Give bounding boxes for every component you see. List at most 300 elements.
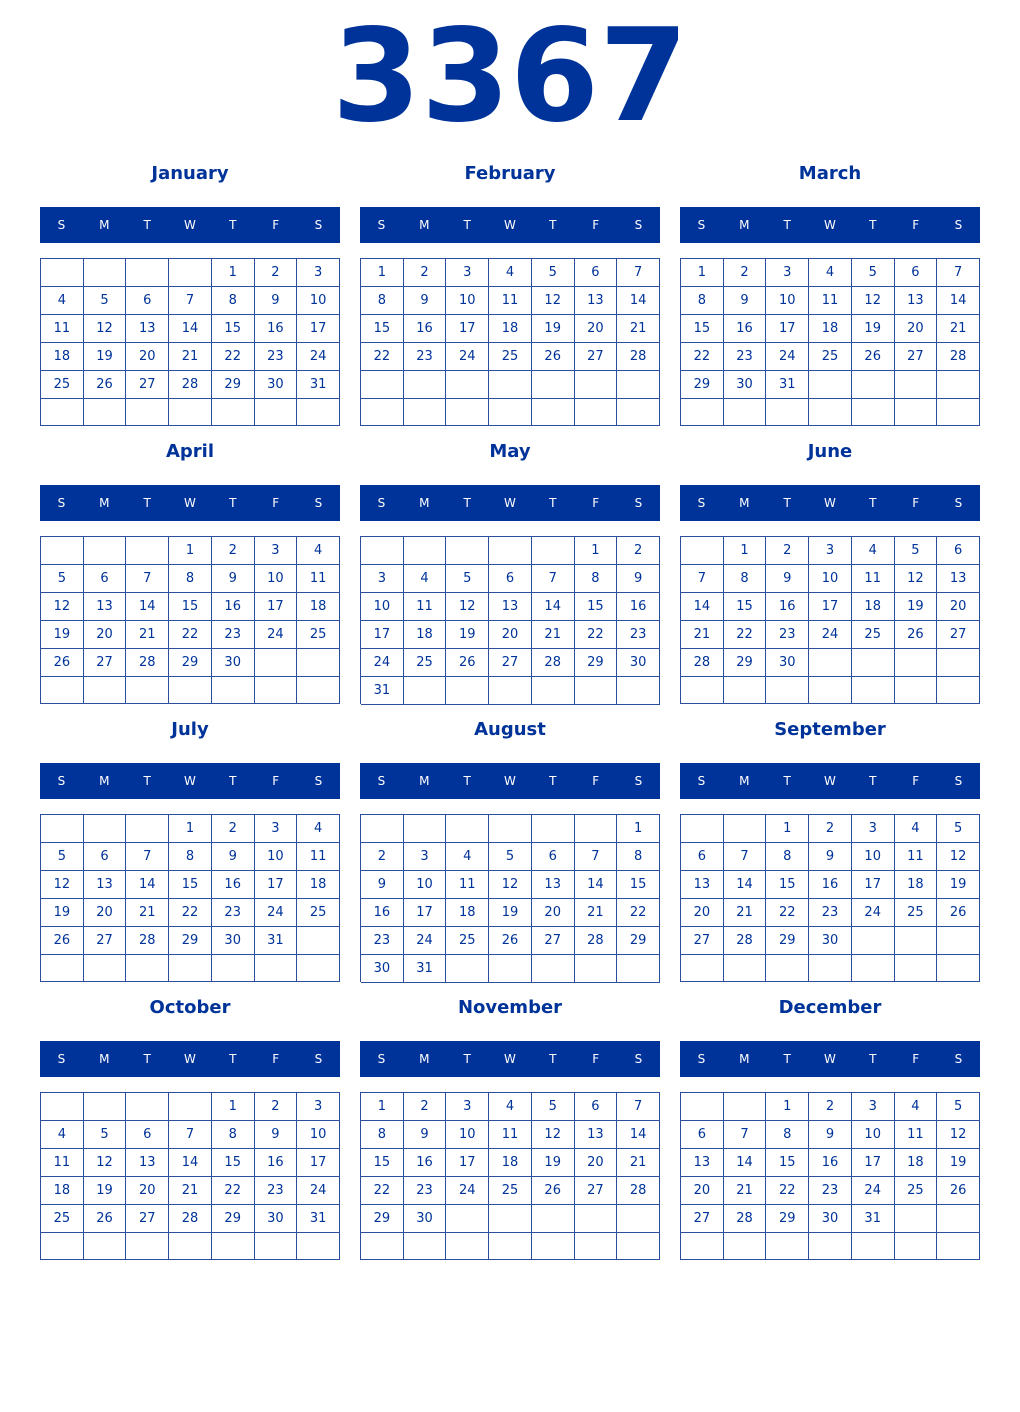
empty-day-cell <box>212 955 255 982</box>
day-cell: 23 <box>766 621 809 649</box>
day-cell: 1 <box>169 537 212 565</box>
day-cell: 3 <box>766 259 809 287</box>
day-cell: 8 <box>575 565 618 593</box>
day-cell: 4 <box>489 1093 532 1121</box>
day-cell: 16 <box>766 593 809 621</box>
empty-day-cell <box>446 371 489 399</box>
day-cell: 11 <box>852 565 895 593</box>
day-cell: 7 <box>126 565 169 593</box>
empty-day-cell <box>84 1233 127 1260</box>
weekday-label: T <box>869 496 877 510</box>
empty-day-cell <box>84 815 127 843</box>
day-cell: 15 <box>766 871 809 899</box>
day-cell: 10 <box>852 843 895 871</box>
weekday-label: S <box>954 218 963 232</box>
day-cell: 7 <box>681 565 724 593</box>
empty-day-cell <box>681 537 724 565</box>
weekday-label: F <box>912 218 920 232</box>
empty-day-cell <box>809 955 852 982</box>
day-cell: 15 <box>212 315 255 343</box>
empty-day-cell <box>617 399 660 427</box>
weekday-header <box>680 207 980 243</box>
empty-day-cell <box>446 815 489 843</box>
day-cell: 12 <box>41 871 84 899</box>
day-cell: 28 <box>681 649 724 677</box>
day-cell: 20 <box>84 899 127 927</box>
day-cell: 10 <box>404 871 447 899</box>
day-cell: 9 <box>404 1121 447 1149</box>
day-cell: 5 <box>532 259 575 287</box>
day-cell: 2 <box>809 815 852 843</box>
day-cell: 19 <box>84 343 127 371</box>
empty-day-cell <box>532 1233 575 1260</box>
day-cell: 6 <box>489 565 532 593</box>
day-cell: 11 <box>446 871 489 899</box>
day-cell: 24 <box>255 899 298 927</box>
day-cell: 14 <box>126 871 169 899</box>
empty-day-cell <box>809 399 852 426</box>
day-cell: 17 <box>766 315 809 343</box>
day-cell: 6 <box>84 565 127 593</box>
day-cell: 19 <box>532 1149 575 1177</box>
day-cell: 5 <box>41 565 84 593</box>
day-cell: 7 <box>532 565 575 593</box>
day-cell: 8 <box>361 1121 404 1149</box>
day-cell: 21 <box>575 899 618 927</box>
day-cell: 20 <box>126 343 169 371</box>
day-cell: 26 <box>84 1205 127 1233</box>
day-cell: 12 <box>937 843 980 871</box>
day-cell: 4 <box>489 259 532 287</box>
weekday-label: F <box>912 1052 920 1066</box>
day-cell: 4 <box>809 259 852 287</box>
day-cell: 8 <box>724 565 767 593</box>
day-cell: 22 <box>617 899 660 927</box>
day-cell: 27 <box>575 1177 618 1205</box>
empty-day-cell <box>489 537 532 565</box>
day-cell: 9 <box>809 1121 852 1149</box>
empty-day-cell <box>489 815 532 843</box>
day-cell: 1 <box>681 259 724 287</box>
day-cell: 26 <box>532 343 575 371</box>
empty-day-cell <box>852 955 895 982</box>
day-cell: 2 <box>255 1093 298 1121</box>
weekday-header <box>40 485 340 521</box>
month-name: April <box>165 441 215 462</box>
empty-day-cell <box>895 955 938 982</box>
day-cell: 29 <box>169 927 212 955</box>
day-cell: 5 <box>852 259 895 287</box>
day-cell: 16 <box>361 899 404 927</box>
day-cell: 17 <box>404 899 447 927</box>
day-cell: 16 <box>617 593 660 621</box>
day-cell: 1 <box>212 259 255 287</box>
day-cell: 9 <box>212 565 255 593</box>
day-cell: 22 <box>361 343 404 371</box>
empty-day-cell <box>41 1093 84 1121</box>
weekday-label: M <box>419 496 430 510</box>
day-cell: 13 <box>532 871 575 899</box>
day-cell: 24 <box>809 621 852 649</box>
month-name: November <box>457 997 563 1018</box>
day-cell: 13 <box>681 1149 724 1177</box>
day-cell: 7 <box>724 843 767 871</box>
day-cell: 18 <box>404 621 447 649</box>
weekday-header <box>40 207 340 243</box>
day-cell: 31 <box>255 927 298 955</box>
day-cell: 6 <box>126 287 169 315</box>
day-cell: 21 <box>681 621 724 649</box>
day-cell: 23 <box>255 1177 298 1205</box>
weekday-label: F <box>592 1052 600 1066</box>
day-cell: 25 <box>489 343 532 371</box>
day-cell: 25 <box>297 621 340 649</box>
weekday-label: T <box>463 496 471 510</box>
day-cell: 8 <box>766 843 809 871</box>
weekday-header <box>680 485 980 521</box>
month-name: October <box>149 997 231 1018</box>
day-cell: 17 <box>809 593 852 621</box>
day-cell: 21 <box>724 1177 767 1205</box>
day-cell: 20 <box>126 1177 169 1205</box>
day-cell: 10 <box>361 593 404 621</box>
weekday-label: S <box>697 774 706 788</box>
day-cell: 1 <box>766 1093 809 1121</box>
empty-day-cell <box>297 955 340 982</box>
empty-day-cell <box>169 677 212 704</box>
empty-day-cell <box>852 1233 895 1260</box>
day-cell: 20 <box>575 1149 618 1177</box>
weekday-label: T <box>783 218 791 232</box>
empty-day-cell <box>84 955 127 982</box>
month-april <box>40 440 340 710</box>
day-cell: 25 <box>809 343 852 371</box>
day-cell: 12 <box>489 871 532 899</box>
day-cell: 15 <box>575 593 618 621</box>
empty-day-cell <box>895 927 938 955</box>
weekday-label: F <box>272 774 280 788</box>
day-cell: 8 <box>212 1121 255 1149</box>
day-cell: 4 <box>297 815 340 843</box>
empty-day-cell <box>446 677 489 705</box>
empty-day-cell <box>84 677 127 704</box>
day-cell: 7 <box>169 1121 212 1149</box>
empty-day-cell <box>937 399 980 426</box>
day-cell: 25 <box>404 649 447 677</box>
weekday-label: S <box>634 218 643 232</box>
day-grid <box>40 536 340 704</box>
day-cell: 25 <box>297 899 340 927</box>
empty-day-cell <box>489 1233 532 1260</box>
weekday-label: T <box>549 774 557 788</box>
weekday-label: S <box>57 1052 66 1066</box>
weekday-label: T <box>783 1052 791 1066</box>
day-cell: 23 <box>617 621 660 649</box>
day-cell: 13 <box>937 565 980 593</box>
day-cell: 18 <box>297 593 340 621</box>
day-cell: 13 <box>126 1149 169 1177</box>
empty-day-cell <box>617 371 660 399</box>
day-cell: 18 <box>41 343 84 371</box>
day-cell: 22 <box>575 621 618 649</box>
empty-day-cell <box>126 259 169 287</box>
day-cell: 3 <box>446 1093 489 1121</box>
empty-day-cell <box>41 815 84 843</box>
day-cell: 17 <box>297 1149 340 1177</box>
weekday-label: W <box>184 774 196 788</box>
empty-day-cell <box>895 371 938 399</box>
day-cell: 23 <box>404 343 447 371</box>
day-cell: 8 <box>617 843 660 871</box>
day-cell: 17 <box>255 871 298 899</box>
empty-day-cell <box>575 677 618 705</box>
day-cell: 27 <box>681 1205 724 1233</box>
day-cell: 11 <box>41 1149 84 1177</box>
day-cell: 10 <box>255 565 298 593</box>
weekday-label: T <box>783 496 791 510</box>
empty-day-cell <box>361 815 404 843</box>
day-cell: 12 <box>895 565 938 593</box>
day-cell: 30 <box>255 371 298 399</box>
day-cell: 9 <box>617 565 660 593</box>
weekday-header <box>360 485 660 521</box>
day-cell: 10 <box>852 1121 895 1149</box>
day-cell: 4 <box>41 1121 84 1149</box>
empty-day-cell <box>575 955 618 983</box>
weekday-header <box>680 763 980 799</box>
weekday-label: T <box>869 218 877 232</box>
empty-day-cell <box>617 1205 660 1233</box>
empty-day-cell <box>617 955 660 983</box>
day-cell: 20 <box>681 899 724 927</box>
empty-day-cell <box>255 1233 298 1260</box>
empty-day-cell <box>724 677 767 704</box>
empty-day-cell <box>255 677 298 704</box>
day-cell: 14 <box>617 1121 660 1149</box>
weekday-label: F <box>592 218 600 232</box>
day-cell: 21 <box>617 315 660 343</box>
day-cell: 19 <box>852 315 895 343</box>
day-cell: 24 <box>446 1177 489 1205</box>
empty-day-cell <box>489 677 532 705</box>
day-cell: 31 <box>297 371 340 399</box>
empty-day-cell <box>126 1233 169 1260</box>
day-cell: 20 <box>681 1177 724 1205</box>
day-cell: 17 <box>852 1149 895 1177</box>
day-cell: 29 <box>575 649 618 677</box>
weekday-label: S <box>954 496 963 510</box>
day-cell: 23 <box>809 1177 852 1205</box>
day-cell: 15 <box>681 315 724 343</box>
day-cell: 14 <box>532 593 575 621</box>
day-cell: 12 <box>84 315 127 343</box>
day-cell: 13 <box>489 593 532 621</box>
empty-day-cell <box>532 677 575 705</box>
day-cell: 9 <box>766 565 809 593</box>
day-cell: 23 <box>724 343 767 371</box>
weekday-label: S <box>954 774 963 788</box>
empty-day-cell <box>361 371 404 399</box>
day-cell: 15 <box>361 315 404 343</box>
day-grid <box>360 536 660 704</box>
weekday-label: T <box>229 1052 237 1066</box>
empty-day-cell <box>575 1205 618 1233</box>
day-cell: 18 <box>809 315 852 343</box>
day-cell: 24 <box>361 649 404 677</box>
day-cell: 28 <box>937 343 980 371</box>
empty-day-cell <box>681 677 724 704</box>
day-cell: 22 <box>766 899 809 927</box>
weekday-label: T <box>463 1052 471 1066</box>
weekday-label: T <box>143 496 151 510</box>
day-cell: 2 <box>617 537 660 565</box>
day-cell: 3 <box>297 259 340 287</box>
day-cell: 20 <box>84 621 127 649</box>
weekday-label: T <box>549 1052 557 1066</box>
weekday-label: W <box>824 218 836 232</box>
day-cell: 18 <box>852 593 895 621</box>
empty-day-cell <box>169 1093 212 1121</box>
day-cell: 6 <box>84 843 127 871</box>
weekday-header <box>40 763 340 799</box>
empty-day-cell <box>361 537 404 565</box>
day-cell: 20 <box>895 315 938 343</box>
day-cell: 25 <box>489 1177 532 1205</box>
empty-day-cell <box>404 677 447 705</box>
weekday-label: T <box>143 774 151 788</box>
day-cell: 12 <box>532 287 575 315</box>
empty-day-cell <box>84 259 127 287</box>
day-cell: 2 <box>809 1093 852 1121</box>
day-cell: 21 <box>169 1177 212 1205</box>
day-cell: 26 <box>446 649 489 677</box>
day-cell: 13 <box>84 593 127 621</box>
day-cell: 16 <box>212 593 255 621</box>
day-cell: 10 <box>255 843 298 871</box>
day-cell: 23 <box>255 343 298 371</box>
day-cell: 6 <box>575 259 618 287</box>
day-cell: 1 <box>766 815 809 843</box>
empty-day-cell <box>809 1233 852 1260</box>
day-cell: 6 <box>895 259 938 287</box>
month-october <box>40 996 340 1266</box>
weekday-label: T <box>143 218 151 232</box>
day-cell: 9 <box>361 871 404 899</box>
empty-day-cell <box>255 649 298 677</box>
day-cell: 9 <box>724 287 767 315</box>
month-name: August <box>474 719 546 740</box>
empty-day-cell <box>126 677 169 704</box>
day-cell: 22 <box>766 1177 809 1205</box>
day-cell: 12 <box>852 287 895 315</box>
day-cell: 29 <box>212 1205 255 1233</box>
weekday-header <box>680 1041 980 1077</box>
day-cell: 2 <box>724 259 767 287</box>
empty-day-cell <box>126 955 169 982</box>
empty-day-cell <box>681 955 724 982</box>
day-cell: 29 <box>361 1205 404 1233</box>
day-cell: 31 <box>852 1205 895 1233</box>
day-cell: 10 <box>809 565 852 593</box>
day-cell: 11 <box>895 1121 938 1149</box>
day-cell: 8 <box>681 287 724 315</box>
day-cell: 13 <box>126 315 169 343</box>
day-cell: 12 <box>84 1149 127 1177</box>
day-cell: 19 <box>532 315 575 343</box>
day-cell: 24 <box>852 1177 895 1205</box>
day-cell: 2 <box>404 1093 447 1121</box>
empty-day-cell <box>446 399 489 427</box>
weekday-label: W <box>824 496 836 510</box>
day-cell: 10 <box>446 287 489 315</box>
day-grid <box>680 1092 980 1260</box>
month-august <box>360 718 660 988</box>
day-cell: 16 <box>255 1149 298 1177</box>
empty-day-cell <box>404 399 447 427</box>
empty-day-cell <box>361 399 404 427</box>
month-name: September <box>774 719 886 740</box>
day-cell: 1 <box>361 259 404 287</box>
day-cell: 10 <box>297 287 340 315</box>
day-cell: 7 <box>617 259 660 287</box>
empty-day-cell <box>852 649 895 677</box>
weekday-label: S <box>377 218 386 232</box>
day-cell: 23 <box>404 1177 447 1205</box>
day-cell: 28 <box>169 1205 212 1233</box>
empty-day-cell <box>41 259 84 287</box>
empty-day-cell <box>724 955 767 982</box>
day-cell: 19 <box>937 1149 980 1177</box>
weekday-label: T <box>783 774 791 788</box>
day-cell: 10 <box>766 287 809 315</box>
month-november <box>360 996 660 1266</box>
day-cell: 16 <box>724 315 767 343</box>
day-cell: 5 <box>895 537 938 565</box>
day-cell: 30 <box>809 927 852 955</box>
month-june <box>680 440 980 710</box>
day-cell: 2 <box>212 537 255 565</box>
day-cell: 16 <box>404 1149 447 1177</box>
weekday-header <box>360 1041 660 1077</box>
day-cell: 30 <box>404 1205 447 1233</box>
empty-day-cell <box>617 1233 660 1260</box>
empty-day-cell <box>84 399 127 426</box>
weekday-label: T <box>869 774 877 788</box>
day-cell: 26 <box>937 1177 980 1205</box>
day-cell: 26 <box>41 649 84 677</box>
empty-day-cell <box>766 677 809 704</box>
day-cell: 26 <box>852 343 895 371</box>
empty-day-cell <box>489 399 532 427</box>
day-cell: 16 <box>255 315 298 343</box>
weekday-label: M <box>99 496 110 510</box>
month-name: June <box>807 441 853 462</box>
empty-day-cell <box>297 399 340 426</box>
day-grid <box>40 814 340 982</box>
weekday-label: T <box>549 496 557 510</box>
empty-day-cell <box>169 955 212 982</box>
day-cell: 8 <box>361 287 404 315</box>
empty-day-cell <box>937 371 980 399</box>
day-cell: 11 <box>404 593 447 621</box>
weekday-label: S <box>377 774 386 788</box>
empty-day-cell <box>446 1205 489 1233</box>
day-cell: 15 <box>766 1149 809 1177</box>
day-cell: 9 <box>212 843 255 871</box>
empty-day-cell <box>575 371 618 399</box>
day-cell: 13 <box>895 287 938 315</box>
weekday-label: F <box>592 496 600 510</box>
